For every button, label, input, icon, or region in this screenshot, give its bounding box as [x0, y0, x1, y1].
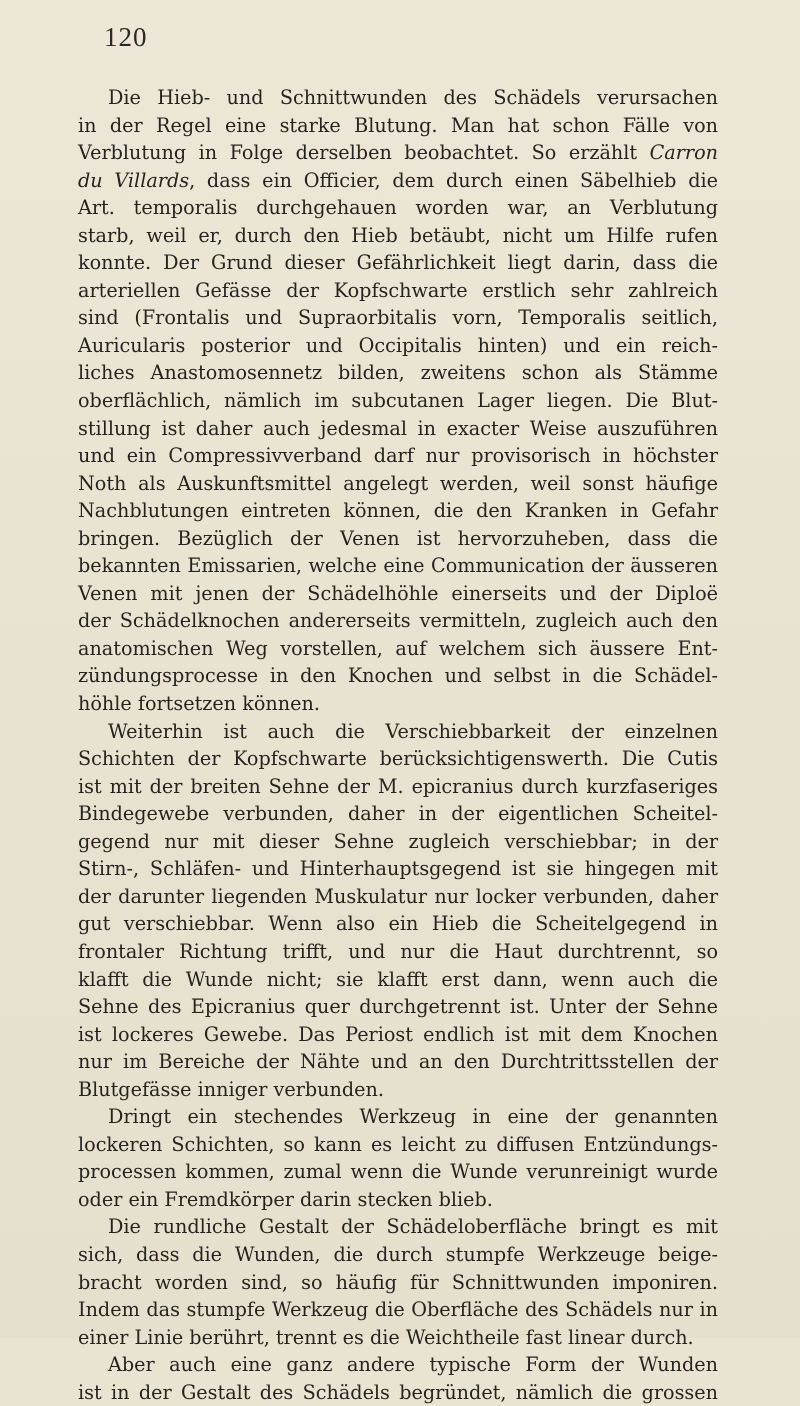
text-line: Schichten der Kopfschwarte berücksichtigenswerth. Die Cutis — [78, 747, 718, 771]
text-line: Aber auch eine ganz andere typische Form der Wunden — [108, 1353, 718, 1377]
text-line: gegend nur mit dieser Sehne zugleich verschiebbar; in der — [78, 829, 718, 853]
text-line: ist in der Gestalt des Schädels begründet, nämlich die grossen — [78, 1380, 718, 1404]
paragraph-3 — [78, 1103, 718, 1213]
paragraph-4 — [78, 1213, 718, 1351]
text-line: konnte. Der Grund dieser Gefährlichkeit liegt darin, dass die — [78, 251, 718, 275]
text-line: klafft die Wunde nicht; sie klafft erst dann, wenn auch die — [78, 967, 718, 991]
text-line: Dringt ein stechendes Werkzeug in eine der genannten — [108, 1105, 718, 1129]
text-line: stillung ist daher auch jedesmal in exacter Weise auszuführen — [78, 416, 718, 440]
paragraph-1 — [78, 84, 718, 718]
page-number: 120 — [104, 22, 148, 52]
text-line: sich, dass die Wunden, die durch stumpfe Werkzeuge beige- — [78, 1242, 718, 1266]
text-line: in der Regel eine starke Blutung. Man hat schon Fälle von — [78, 113, 718, 137]
text-line: Weiterhin ist auch die Verschiebbarkeit der einzelnen — [108, 719, 718, 743]
text-line: liches Anastomosennetz bilden, zweitens schon als Stämme — [78, 361, 718, 385]
text-line: der darunter liegenden Muskulatur nur locker verbunden, daher — [78, 884, 718, 908]
text-line: processen kommen, zumal wenn die Wunde verunreinigt wurde — [78, 1160, 718, 1184]
text-line: bringen. Bezüglich der Venen ist hervorzuheben, dass die — [78, 526, 718, 550]
text-line: Venen mit jenen der Schädelhöhle einerseits und der Diploë — [78, 581, 718, 605]
text-line: oberflächlich, nämlich im subcutanen Lager liegen. Die Blut- — [78, 389, 718, 413]
text-line: höhle fortsetzen können. — [78, 692, 320, 716]
text-line: du Villards, dass ein Officier, dem durch einen Säbelhieb die — [78, 168, 718, 192]
paragraph-5 — [78, 1351, 718, 1406]
text-line: nur im Bereiche der Nähte und an den Durchtrittsstellen der — [78, 1050, 718, 1074]
text-line: ist mit der breiten Sehne der M. epicranius durch kurzfaseriges — [78, 774, 718, 798]
text-line: starb, weil er, durch den Hieb betäubt, nicht um Hilfe rufen — [78, 223, 718, 247]
text-line: Art. temporalis durchgehauen worden war, an Verblutung — [78, 196, 718, 220]
text-line: und ein Compressivverband darf nur provisorisch in höchster — [78, 444, 718, 468]
text-line: frontaler Richtung trifft, und nur die Haut durchtrennt, so — [78, 939, 718, 963]
text-line: sind (Frontalis und Supraorbitalis vorn, Temporalis seitlich, — [78, 306, 718, 330]
text-line: Nachblutungen eintreten können, die den Kranken in Gefahr — [78, 499, 718, 523]
text-line: Auricularis posterior und Occipitalis hinten) und ein reich- — [78, 333, 718, 357]
text-line: gut verschiebbar. Wenn also ein Hieb die Scheitelgegend in — [78, 912, 718, 936]
text-line: Verblutung in Folge derselben beobachtet. So erzählt Carron — [78, 141, 718, 165]
text-line: zündungsprocesse in den Knochen und selbst in die Schädel- — [78, 664, 718, 688]
text-line: Sehne des Epicranius quer durchgetrennt ist. Unter der Sehne — [78, 995, 718, 1019]
text-line: Die rundliche Gestalt der Schädeloberfläche bringt es mit — [108, 1215, 718, 1239]
text-line: bekannten Emissarien, welche eine Communication der äusseren — [78, 554, 718, 578]
text-line: Stirn-, Schläfen- und Hinterhauptsgegend ist sie hingegen mit — [78, 857, 718, 881]
text-line: Blutgefässe inniger verbunden. — [78, 1077, 384, 1101]
text-line: Noth als Auskunftsmittel angelegt werden, weil sonst häufige — [78, 471, 718, 495]
text-line: Indem das stumpfe Werkzeug die Oberfläche des Schädels nur in — [78, 1298, 718, 1322]
text-line: Bindegewebe verbunden, daher in der eigentlichen Scheitel- — [78, 802, 718, 826]
text-line: anatomischen Weg vorstellen, auf welchem sich äussere Ent- — [78, 636, 718, 660]
text-line: Die Hieb- und Schnittwunden des Schädels verursachen — [108, 86, 718, 109]
text-line: oder ein Fremdkörper darin stecken blieb. — [78, 1187, 493, 1211]
text-line: einer Linie berührt, trennt es die Weichtheile fast linear durch. — [78, 1325, 694, 1349]
body-text — [78, 84, 718, 1406]
text-line: bracht worden sind, so häufig für Schnittwunden imponiren. — [78, 1270, 718, 1294]
paragraph-2 — [78, 718, 718, 1104]
text-line: arteriellen Gefässe der Kopfschwarte erstlich sehr zahlreich — [78, 278, 718, 302]
text-line: der Schädelknochen andererseits vermitteln, zugleich auch den — [78, 609, 718, 633]
text-line: ist lockeres Gewebe. Das Periost endlich ist mit dem Knochen — [78, 1022, 718, 1046]
text-line: lockeren Schichten, so kann es leicht zu diffusen Entzündungs- — [78, 1132, 718, 1156]
